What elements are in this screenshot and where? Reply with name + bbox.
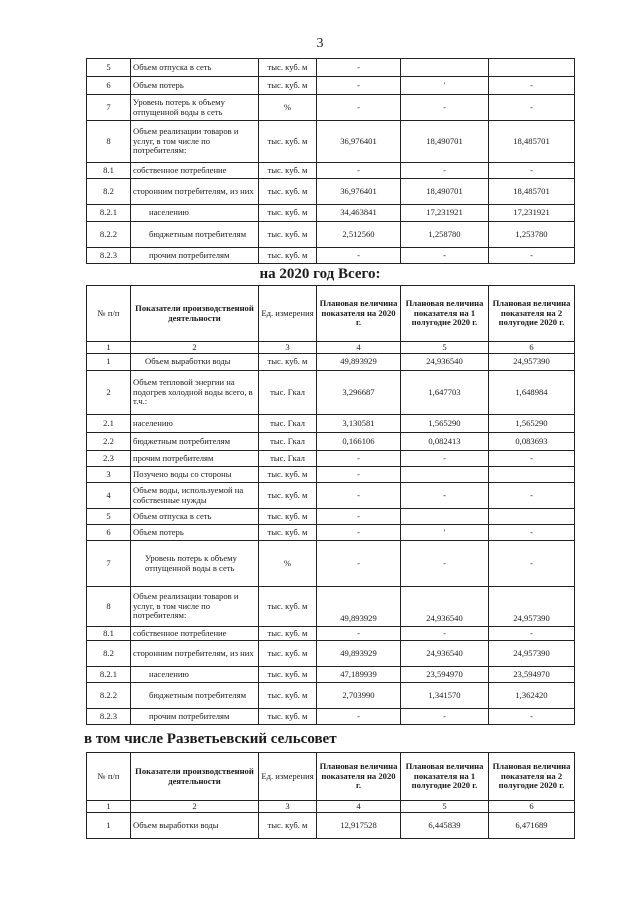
table-cell: 36,976401 [317, 179, 401, 205]
table-cell: - [317, 77, 401, 95]
table-cell: - [317, 163, 401, 179]
table-cell: - [489, 77, 575, 95]
table-cell: 5 [401, 342, 489, 354]
table-cell: 8 [87, 587, 131, 627]
table-cell: тыс. куб. м [259, 709, 317, 725]
header-row [87, 753, 575, 801]
table-cell: - [401, 709, 489, 725]
table-row [87, 467, 575, 483]
table-cell: собственное потребление [131, 163, 259, 179]
table-cell: 8.2 [87, 641, 131, 667]
table-cell: Позучено воды со стороны [131, 467, 259, 483]
table-cell: 12,917528 [317, 813, 401, 839]
table-cell: - [489, 95, 575, 121]
table-cell: 18,485701 [489, 179, 575, 205]
table-cell: 2,512560 [317, 222, 401, 248]
table-cell: 3,296687 [317, 371, 401, 415]
table-cell: - [401, 483, 489, 509]
table-cell: тыс. куб. м [259, 59, 317, 77]
table-cell: - [317, 95, 401, 121]
table-cell: - [401, 451, 489, 467]
table-cell: 6 [87, 525, 131, 541]
table-cell: 5 [87, 59, 131, 77]
table-cell: бюджетным потребителям [131, 683, 259, 709]
table-cell: 24,936540 [401, 641, 489, 667]
table-cell: тыс. куб. м [259, 163, 317, 179]
page-number: 3 [316, 36, 324, 51]
table-row [87, 587, 575, 627]
table-cell: 0,082413 [401, 433, 489, 451]
table-cell: 1,648984 [489, 371, 575, 415]
table-cell: Объем отпуска в сеть [131, 509, 259, 525]
table-row [87, 163, 575, 179]
table-cell: Объем потерь [131, 77, 259, 95]
table-cell: ' [401, 525, 489, 541]
table-cell: 2.3 [87, 451, 131, 467]
table-cell: Объем отпуска в сеть [131, 59, 259, 77]
table-cell: 18,490701 [401, 179, 489, 205]
col-header-n: № п/п [87, 753, 131, 801]
table-row [87, 95, 575, 121]
col-header-name: Показатели производственной деятельности [131, 753, 259, 801]
table-cell: - [317, 467, 401, 483]
table-cell: 8.2.1 [87, 667, 131, 683]
table-cell: - [317, 709, 401, 725]
col-header-plan-year: Плановая величина показателя на 2020 г. [317, 753, 401, 801]
table-continuation [86, 58, 575, 264]
table-row [87, 59, 575, 77]
table-cell: тыс. куб. м [259, 77, 317, 95]
table-cell: 3 [259, 342, 317, 354]
table-cell: - [401, 248, 489, 264]
table-cell: тыс. Гкал [259, 371, 317, 415]
table-cell: 49,893929 [317, 587, 401, 627]
table-cell: 7 [87, 95, 131, 121]
table-cell: тыс. куб. м [259, 354, 317, 371]
col-header-plan-year: Плановая величина показателя на 2020 г. [317, 286, 401, 342]
table-cell: 24,936540 [401, 587, 489, 627]
col-header-unit: Ед. измерения [259, 753, 317, 801]
table-cell: - [317, 451, 401, 467]
table-row [87, 683, 575, 709]
table-cell: 1,362420 [489, 683, 575, 709]
table-cell [489, 509, 575, 525]
table-cell: % [259, 541, 317, 587]
section-heading-2020: на 2020 год Всего: [259, 266, 381, 282]
table-razvetievsky [86, 752, 575, 839]
table-cell: 6 [489, 342, 575, 354]
table-cell: тыс. куб. м [259, 587, 317, 627]
table-cell: 7 [87, 541, 131, 587]
table-cell: населению [131, 415, 259, 433]
col-header-plan-h2: Плановая величина показателя на 2 полугодие 2020 г. [489, 286, 575, 342]
table-cell: 1,565290 [489, 415, 575, 433]
table-cell: 2.1 [87, 415, 131, 433]
table-row [87, 627, 575, 641]
table-cell: - [401, 163, 489, 179]
table-cell: Объем воды, используемой на собственные нужды [131, 483, 259, 509]
table-cell: Объем тепловой энергии на подогрев холодной воды всего, в т.ч.: [131, 371, 259, 415]
table-cell: бюджетным потребителям [131, 222, 259, 248]
table-cell: 2,703990 [317, 683, 401, 709]
table-cell: 1,253780 [489, 222, 575, 248]
table-cell [489, 467, 575, 483]
table-cell: - [317, 541, 401, 587]
col-header-name: Показатели производственной деятельности [131, 286, 259, 342]
table-cell: - [489, 541, 575, 587]
table-row [87, 483, 575, 509]
table-cell: Уровень потерь к объему отпущенной воды в сеть [131, 541, 259, 587]
table-cell: 4 [317, 801, 401, 813]
table-cell: 8.1 [87, 163, 131, 179]
table-cell: населению [131, 667, 259, 683]
table-cell: 24,957390 [489, 354, 575, 371]
col-header-unit: Ед. измерения [259, 286, 317, 342]
table-cell: 2.2 [87, 433, 131, 451]
table-cell: - [489, 525, 575, 541]
table-cell: 2 [131, 342, 259, 354]
table-cell: 1 [87, 342, 131, 354]
table-cell: - [317, 248, 401, 264]
table-cell: 1,647703 [401, 371, 489, 415]
table-row [87, 248, 575, 264]
table-cell: 34,463841 [317, 205, 401, 222]
table-cell: 8.1 [87, 627, 131, 641]
table-row [87, 121, 575, 163]
table-cell: 2 [131, 801, 259, 813]
column-number-row [87, 801, 575, 813]
table-cell: бюджетным потребителям [131, 433, 259, 451]
table-row [87, 641, 575, 667]
table-cell: тыс. куб. м [259, 205, 317, 222]
table-cell: тыс. куб. м [259, 483, 317, 509]
table-cell [401, 509, 489, 525]
col-header-plan-h1: Плановая величина показателя на 1 полугодие 2020 г. [401, 753, 489, 801]
table-cell: сторонним потребителям, из них [131, 179, 259, 205]
col-header-n: № п/п [87, 286, 131, 342]
table-cell: - [489, 163, 575, 179]
table-cell: - [401, 541, 489, 587]
table-cell: тыс. куб. м [259, 813, 317, 839]
table-cell [401, 59, 489, 77]
table-cell: тыс. куб. м [259, 683, 317, 709]
table-cell: 5 [401, 801, 489, 813]
table-cell: 3 [259, 801, 317, 813]
table-row [87, 371, 575, 415]
table-row [87, 813, 575, 839]
table-cell [401, 467, 489, 483]
table-row [87, 525, 575, 541]
table-cell: тыс. Гкал [259, 451, 317, 467]
table-cell: 1 [87, 813, 131, 839]
table-row [87, 222, 575, 248]
table-row [87, 709, 575, 725]
table-cell: - [317, 59, 401, 77]
table-cell: тыс. куб. м [259, 179, 317, 205]
table-cell: сторонним потребителям, из них [131, 641, 259, 667]
table-cell: 8.2.1 [87, 205, 131, 222]
table-cell: тыс. Гкал [259, 415, 317, 433]
table-cell: тыс. куб. м [259, 525, 317, 541]
table-cell: Уровень потерь к объему отпущенной воды в сеть [131, 95, 259, 121]
table-cell: - [317, 483, 401, 509]
table-cell: Объем выработки воды [131, 354, 259, 371]
col-header-plan-h1: Плановая величина показателя на 1 полугодие 2020 г. [401, 286, 489, 342]
table-cell: тыс. куб. м [259, 641, 317, 667]
table-cell: 18,490701 [401, 121, 489, 163]
table-cell: - [317, 509, 401, 525]
table-cell: 1 [87, 354, 131, 371]
table-cell: 8.2.3 [87, 709, 131, 725]
table-row [87, 415, 575, 433]
table-cell: 3,130581 [317, 415, 401, 433]
table-cell: 49,893929 [317, 641, 401, 667]
table-cell: 17,231921 [401, 205, 489, 222]
table-cell: % [259, 95, 317, 121]
table-cell: тыс. куб. м [259, 121, 317, 163]
table-cell: 3 [87, 467, 131, 483]
table-cell: Объем реализации товаров и услуг, в том числе по потребителям: [131, 587, 259, 627]
table-cell: 4 [317, 342, 401, 354]
table-row [87, 509, 575, 525]
table-cell: - [317, 525, 401, 541]
table-cell: 47,189939 [317, 667, 401, 683]
table-cell: - [401, 627, 489, 641]
table-cell: ' [401, 77, 489, 95]
table-row [87, 667, 575, 683]
table-cell: 1,565290 [401, 415, 489, 433]
table-cell: Объем выработки воды [131, 813, 259, 839]
table-cell: 24,936540 [401, 354, 489, 371]
table-2020-total [86, 285, 575, 725]
table-cell [489, 59, 575, 77]
table-cell: 49,893929 [317, 354, 401, 371]
table-cell: 36,976401 [317, 121, 401, 163]
table-cell: 8.2.2 [87, 683, 131, 709]
table-row [87, 541, 575, 587]
table-cell: - [489, 709, 575, 725]
table-cell: - [489, 627, 575, 641]
table-cell: тыс. куб. м [259, 509, 317, 525]
table-row [87, 433, 575, 451]
table-cell: 5 [87, 509, 131, 525]
table-cell: 8.2 [87, 179, 131, 205]
table-cell: Объем реализации товаров и услуг, в том числе по потребителям: [131, 121, 259, 163]
table-cell: - [401, 95, 489, 121]
table-row [87, 77, 575, 95]
table-cell: 8.2.3 [87, 248, 131, 264]
table-cell: прочим потребителям [131, 451, 259, 467]
table-cell: 6,445839 [401, 813, 489, 839]
table-cell: 23,594970 [401, 667, 489, 683]
table-cell: - [489, 483, 575, 509]
table-cell: 8.2.2 [87, 222, 131, 248]
table-cell: населению [131, 205, 259, 222]
column-number-row [87, 342, 575, 354]
table-cell: 8 [87, 121, 131, 163]
section-heading-razvetievsky: в том числе Разветьевский сельсовет [84, 731, 337, 747]
table-cell: 6 [87, 77, 131, 95]
table-cell: - [317, 627, 401, 641]
table-cell: тыс. куб. м [259, 467, 317, 483]
table-cell: - [489, 451, 575, 467]
table-cell: прочим потребителям [131, 248, 259, 264]
table-cell: собственное потребление [131, 627, 259, 641]
table-cell: 18,485701 [489, 121, 575, 163]
table-cell: 6 [489, 801, 575, 813]
table-cell: 0,166106 [317, 433, 401, 451]
table-cell: 4 [87, 483, 131, 509]
table-cell: тыс. куб. м [259, 248, 317, 264]
table-cell: 23,594970 [489, 667, 575, 683]
table-row [87, 451, 575, 467]
table-row [87, 354, 575, 371]
table-cell: тыс. куб. м [259, 667, 317, 683]
table-cell: тыс. куб. м [259, 627, 317, 641]
table-cell: прочим потребителям [131, 709, 259, 725]
table-cell: 1,341570 [401, 683, 489, 709]
table-cell: 24,957390 [489, 641, 575, 667]
table-cell: тыс. Гкал [259, 433, 317, 451]
header-row [87, 286, 575, 342]
table-cell: 0,083693 [489, 433, 575, 451]
table-cell: 17,231921 [489, 205, 575, 222]
table-row [87, 205, 575, 222]
table-cell: 6,471689 [489, 813, 575, 839]
table-cell: Объем потерь [131, 525, 259, 541]
table-cell: 24,957390 [489, 587, 575, 627]
table-cell: - [489, 248, 575, 264]
table-cell: 1,258780 [401, 222, 489, 248]
table-row [87, 179, 575, 205]
table-cell: тыс. куб. м [259, 222, 317, 248]
col-header-plan-h2: Плановая величина показателя на 2 полугодие 2020 г. [489, 753, 575, 801]
table-cell: 2 [87, 371, 131, 415]
table-cell: 1 [87, 801, 131, 813]
